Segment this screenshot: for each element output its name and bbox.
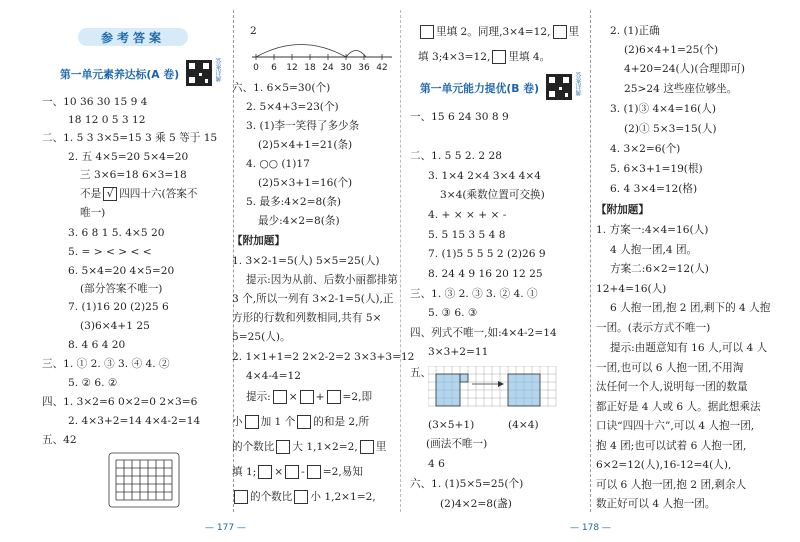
hint-line: 5=25(人)。	[232, 331, 291, 343]
hint-line: 提示: × + =2,即	[246, 391, 373, 403]
answer-line: 3×4(乘数位置可交换)	[440, 189, 545, 201]
answer-line: 4. + × × + × -	[428, 209, 507, 221]
answer-line: 六、1. 6×5=30(个)	[232, 82, 331, 94]
answer-line: 一、10 36 30 15 9 4	[42, 96, 148, 108]
answer-box	[258, 465, 272, 479]
answer-line: 4. ○○ (1)17	[246, 158, 310, 170]
answer-box	[234, 490, 248, 504]
answer-line: 4 6	[428, 458, 445, 470]
hint-line: 填 3;4×3=12, 里填 4。	[418, 51, 551, 63]
answer-line: 五、	[410, 367, 432, 379]
answer-line: 四、1. 3×2=6 0×2=0 2×3=6	[42, 396, 198, 408]
answer-title-banner	[78, 28, 188, 46]
answer-box: √	[103, 187, 117, 201]
hint-line: 抱 4 团;也可以试着 6 人抱一团,	[596, 440, 747, 452]
hint-line: 3 个,所以一列有 3×2-1=5(人),正	[232, 293, 394, 305]
answer-line: 3. (1)李一笑得了多少条	[246, 120, 360, 132]
answer-line: 12+4=16(人)	[596, 283, 667, 295]
answer-line: 唯一)	[80, 207, 106, 219]
page-number-right: — 178 —	[570, 523, 611, 533]
answer-line: (部分答案不唯一)	[80, 283, 163, 295]
answer-line: 六、1. (1)5×5=25(个)	[410, 478, 524, 490]
hint-line: 方形的行数和列数相同,共有 5×	[232, 312, 382, 324]
numberline-tick-label: 12	[286, 63, 298, 72]
hint-line: 6×2=12(人),16-12=4(人),	[596, 459, 732, 471]
answer-line: 8. 24 4 9 16 20 12 25	[428, 268, 543, 280]
hint-line: 口诀“四四十六”,可以 4 人抱一团,	[596, 420, 755, 432]
answer-line: 二、1. 5 3 3×5=15 3 乘 5 等于 15	[42, 132, 218, 144]
answer-line: (2)6×4+1=25(个)	[624, 44, 719, 56]
answer-box	[273, 390, 287, 404]
answer-line: 3. 6 8 1 5. 4×5 20	[68, 227, 165, 239]
answer-line: (2)5×3+1=16(个)	[258, 177, 353, 189]
answer-line: 三、1. ③ 2. ③ 3. ② 4. ①	[410, 288, 538, 300]
answer-line: 一、15 6 24 30 8 9	[410, 111, 509, 123]
answer-line: 四、列式不唯一,如:4×4-2=14	[410, 327, 557, 339]
answer-box	[297, 415, 311, 429]
hint-line: 都正好是 4 人或 6 人。据此想乘法	[596, 401, 761, 413]
answer-line: 7. (1)5 5 5 5 2 (2)26 9	[428, 248, 546, 260]
answer-line: 4. 3×2=6(个)	[610, 143, 681, 155]
column-divider	[590, 10, 591, 512]
numberline-tick-label: 30	[340, 63, 352, 72]
hint-line: 数正好可以 4 人抱一团。	[596, 498, 716, 510]
numberline-tick-label: 18	[304, 63, 316, 72]
numberline-tick-label: 36	[358, 63, 370, 72]
answer-line: 6 人抱一团,抱 2 团,剩下的 4 人抱	[610, 302, 771, 314]
answer-line: 一团。(表示方式不唯一)	[596, 322, 711, 334]
answer-line: 2. 4×3+2=14 4×4-2=14	[68, 415, 201, 427]
answer-box	[294, 490, 308, 504]
page-number-left: — 177 —	[205, 523, 246, 533]
answer-line: 1. 方案一:4×4=16(人)	[596, 224, 709, 236]
grid-caption: (3×5+1)	[428, 419, 475, 431]
section-title-a: 第一单元素养达标(A 卷)	[60, 68, 180, 81]
answer-line: 三、1. ① 2. ③ 3. ④ 4. ②	[42, 358, 170, 370]
answer-line: 5. = > < > < <	[68, 246, 152, 258]
hint-line: 可以 6 人抱一团,抱 2 团,剩余人	[596, 479, 747, 491]
answer-line: 最少:4×2=8(条)	[258, 215, 340, 227]
answer-line: 5. 6×3+1=19(根)	[610, 163, 703, 175]
answer-line: (2)① 5×3=15(人)	[624, 123, 717, 135]
answer-line: 25>24 这些座位够坐。	[624, 83, 738, 95]
bonus-title: 【附加题】	[596, 204, 649, 216]
answer-box	[420, 25, 434, 39]
answer-box	[553, 25, 567, 39]
hint-line: 一团,也可以 6 人抱一团,不用淘	[596, 362, 744, 374]
section-title-b: 第一单元能力提优(B 卷)	[420, 82, 540, 95]
answer-line: 6. 4 3×4=12(格)	[610, 183, 698, 195]
answer-line: 1. 3×2-1=5(人) 5×5=25(人)	[232, 255, 380, 267]
answer-line: 18 12 0 5 3 12	[68, 114, 146, 126]
grid-figure	[108, 452, 180, 508]
answer-box	[245, 415, 259, 429]
qr-code-icon	[186, 60, 212, 86]
answer-line: (3)6×4+1 25	[80, 320, 150, 332]
answer-box	[300, 390, 314, 404]
numberline-top-label: 2	[250, 25, 257, 37]
answer-line: 5. ② 6. ②	[68, 377, 118, 389]
grid-caption: (4×4)	[508, 419, 539, 431]
answer-line: 2. 5×4+3=23(个)	[246, 101, 339, 113]
answer-line: 五、42	[42, 434, 77, 446]
answer-line: 不是 √ 四四十六(答案不	[80, 187, 198, 200]
hint-line: 的个数比 大 1,1×2=2, 里	[232, 441, 387, 453]
answer-line: 6. 5×4=20 4×5=20	[68, 265, 175, 277]
bonus-title: 【附加题】	[232, 235, 285, 247]
answer-line: 5. ③ 6. ③	[428, 307, 478, 319]
page-title: 参考答案	[100, 31, 165, 45]
answer-line: 4 人抱一团,4 团。	[610, 244, 698, 256]
numberline-tick-label: 6	[271, 63, 277, 72]
answer-line: 7. (1)16 20 (2)25 6	[68, 301, 169, 313]
answer-line: 4×4-4=12	[246, 370, 302, 382]
answer-line: 4+20=24(人)(合理即可)	[624, 63, 745, 75]
hint-line: 提示:因为从前、后数小丽都排第	[246, 274, 398, 286]
qr-code-icon	[546, 74, 572, 100]
drawing-grid	[428, 366, 558, 416]
answer-box	[285, 465, 299, 479]
hint-line: 里填 2。同理,3×4=12, 里	[418, 25, 579, 39]
numberline-tick-label: 0	[253, 63, 259, 72]
hint-line: 小 加 1 个 的和是 2,所	[232, 416, 370, 428]
numberline-tick-label: 24	[322, 63, 334, 72]
answer-line: 2. 五 4×5=20 5×4=20	[68, 151, 189, 163]
answer-line: 3×3+2=11	[428, 346, 489, 358]
answer-line: (2)4×2=8(盏)	[440, 498, 512, 510]
hint-line: 填 1; × - =2,易知	[232, 466, 363, 478]
answer-line: 8. 4 6 4 20	[68, 339, 126, 351]
answer-line: 二、1. 5 5 2. 2 28	[410, 150, 502, 162]
answer-line: 3. 1×4 2×4 3×4 4×4	[428, 170, 542, 182]
answer-box	[327, 390, 341, 404]
qr-label: 答案详解	[214, 58, 221, 82]
answer-box	[307, 465, 321, 479]
answer-line: 5. 最多:4×2=8(条)	[246, 196, 342, 208]
answer-line: 三 3×6=18 6×3=18	[80, 169, 187, 181]
answer-line: (画法不唯一)	[426, 438, 488, 450]
answer-box	[360, 440, 374, 454]
number-line	[246, 38, 396, 72]
numberline-tick-label: 42	[376, 63, 388, 72]
qr-label: 答案详解	[574, 72, 581, 96]
page-divider	[400, 10, 401, 512]
answer-box	[276, 440, 290, 454]
answer-box	[492, 50, 506, 64]
answer-line: (2)5×4+1=21(条)	[258, 139, 353, 151]
answer-line: 2. (1)正确	[610, 25, 660, 37]
hint-line: 提示:由题意知有 16 人,可以 4 人	[610, 342, 768, 354]
answer-line: 5. 5 15 3 5 4 8	[428, 229, 506, 241]
answer-line: 2. 1×1+1=2 2×2-2=2 3×3+3=12	[232, 351, 415, 363]
hint-line: 的个数比 小 1,2×1=2,	[232, 490, 376, 504]
answer-line: 方案二:6×2=12(人)	[610, 263, 709, 275]
hint-line: 汰任何一个人,说明每一团的数量	[596, 381, 748, 393]
answer-line: 3. (1)③ 4×4=16(人)	[610, 103, 717, 115]
